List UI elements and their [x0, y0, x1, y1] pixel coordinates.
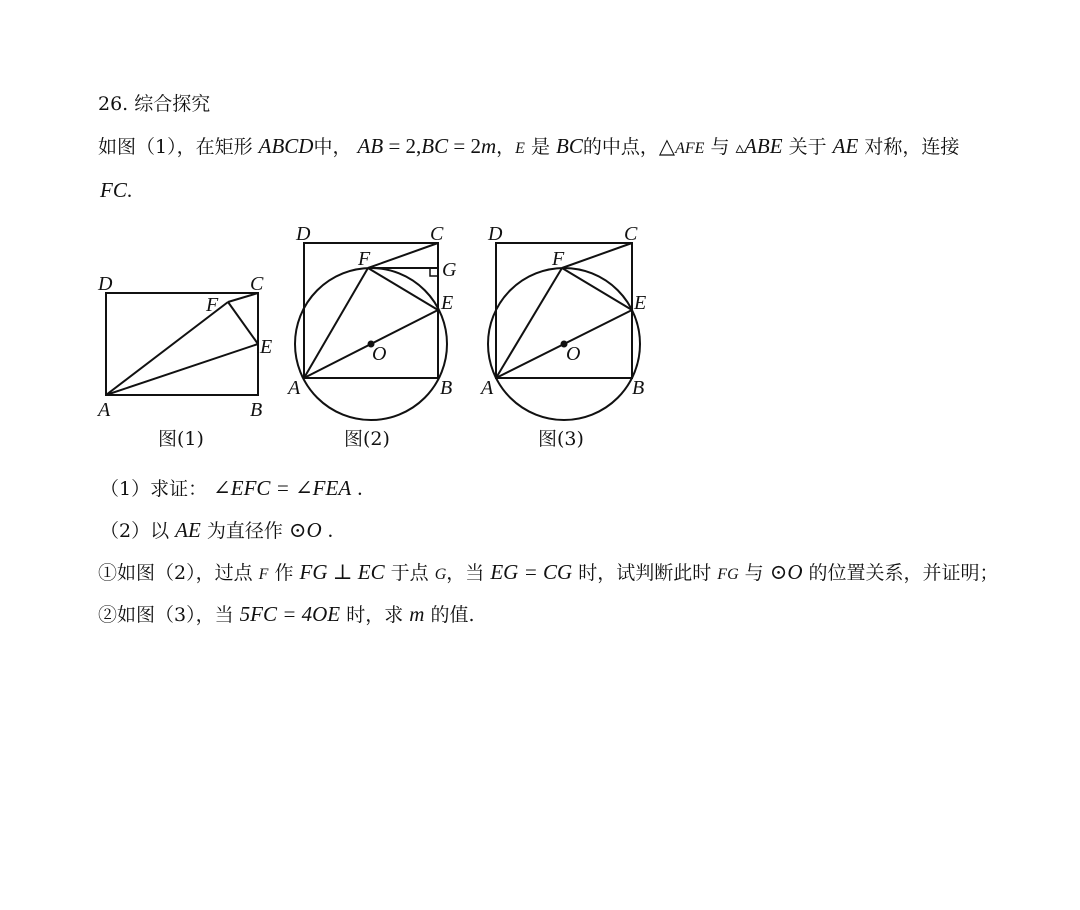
question-text: . — [357, 476, 363, 500]
question-text: 时，试判断此时 — [578, 562, 712, 584]
question-label: （2）以 — [100, 520, 170, 542]
question-math: ⊙O — [769, 560, 803, 584]
intro-math: = 2 — [448, 134, 481, 158]
figure-caption: 图(1) — [158, 428, 204, 450]
intro-text: 与 — [710, 136, 730, 158]
label-e: E — [260, 336, 273, 358]
intro-text: . — [126, 178, 133, 202]
intro-math: E — [515, 140, 525, 157]
label-f: F — [206, 294, 219, 316]
label-d: D — [488, 223, 503, 245]
label-o: O — [566, 343, 581, 365]
intro-math: BC — [421, 134, 449, 158]
question-math: FG — [717, 566, 739, 583]
segment-fc — [368, 243, 438, 268]
label-f: F — [552, 248, 565, 270]
question-2-2 — [98, 602, 475, 627]
figure-1 — [96, 273, 272, 450]
intro-math: ABE — [744, 134, 783, 158]
intro-math: △ — [658, 134, 676, 158]
question-text: ①如图（2），过点 — [98, 562, 253, 584]
question-math: F — [258, 566, 269, 583]
question-text: 于点 — [390, 562, 429, 584]
intro-text: 的中点， — [582, 136, 659, 158]
intro-text: 中， — [313, 136, 352, 158]
intro-text: 如图（1），在矩形 — [98, 136, 253, 158]
label-a: A — [98, 399, 111, 421]
figure-2 — [286, 223, 457, 450]
label-d: D — [296, 223, 311, 245]
question-text: ②如图（3），当 — [98, 604, 234, 626]
intro-math: AFE — [675, 140, 705, 157]
question-text: ，当 — [446, 562, 485, 584]
label-d: D — [98, 273, 113, 295]
label-e: E — [441, 292, 454, 314]
intro-math: = 2, — [383, 134, 422, 158]
question-math: 5FC = 4OE — [239, 602, 341, 626]
figure-caption: 图(3) — [538, 428, 584, 450]
label-c: C — [624, 223, 638, 245]
right-angle-mark — [430, 268, 438, 276]
question-1 — [100, 476, 362, 501]
question-2-1 — [98, 560, 999, 587]
intro-math: FC — [100, 178, 127, 202]
rect-abcd — [304, 243, 438, 378]
question-text: 为直径作 — [206, 520, 283, 542]
intro-math: AE — [832, 134, 859, 158]
label-f: F — [358, 248, 371, 270]
question-text: 的值. — [430, 604, 475, 626]
question-math: ⊙O — [288, 518, 322, 542]
question-math: AE — [175, 518, 201, 542]
question-text: 与 — [744, 562, 764, 584]
intro-text: 关于 — [788, 136, 827, 158]
question-label: （1）求证： — [100, 478, 208, 500]
label-b: B — [632, 377, 645, 399]
label-a: A — [481, 377, 494, 399]
question-text: . — [327, 518, 333, 542]
question-math: ∠EFC = ∠FEA — [213, 476, 352, 500]
label-g: G — [442, 259, 457, 281]
intro-math: ABCD — [258, 134, 314, 158]
label-o: O — [372, 343, 387, 365]
intro-math: BC — [556, 134, 583, 158]
label-e: E — [634, 292, 647, 314]
question-text: 时，求 — [346, 604, 404, 626]
label-b: B — [250, 399, 263, 421]
label-a: A — [288, 377, 301, 399]
question-math: FG ⊥ EC — [299, 560, 385, 584]
segment-fe — [228, 302, 258, 344]
question-2 — [100, 518, 333, 543]
intro-math: AB — [357, 134, 384, 158]
intro-text: ， — [496, 136, 516, 158]
question-math: G — [434, 566, 447, 583]
intro-math: m — [480, 134, 497, 158]
intro-text: 对称，连接 — [864, 136, 960, 158]
figure-caption: 图(2) — [344, 428, 390, 450]
label-b: B — [440, 377, 453, 399]
intro-text: 是 — [530, 136, 550, 158]
problem-title: 26. 综合探究 — [98, 93, 211, 115]
segment-ae — [106, 344, 258, 395]
label-c: C — [250, 273, 264, 295]
question-math: m — [409, 602, 425, 626]
intro-math: ▵ — [735, 138, 745, 158]
question-text: 作 — [274, 562, 294, 584]
segment-fe — [562, 268, 632, 310]
question-text: 的位置关系，并证明； — [808, 562, 999, 584]
segment-fc — [562, 243, 632, 268]
question-math: EG = CG — [490, 560, 573, 584]
rect-abcd — [106, 293, 258, 395]
figure-3 — [479, 223, 646, 450]
label-c: C — [430, 223, 444, 245]
